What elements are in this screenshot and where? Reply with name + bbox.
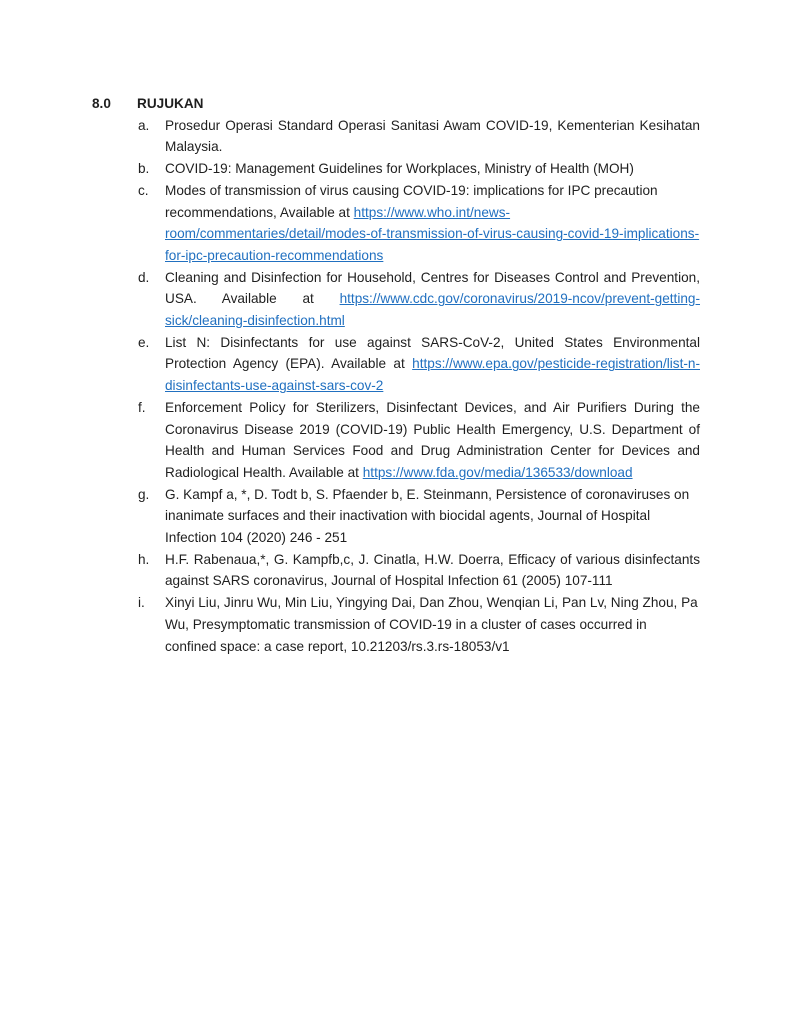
reference-letter: g. (138, 486, 150, 502)
reference-item (92, 158, 700, 180)
reference-item (92, 332, 700, 397)
section-number: 8.0 (92, 96, 111, 111)
reference-link[interactable]: https://www.fda.gov/media/136533/download (362, 464, 633, 480)
reference-letter: a. (138, 117, 150, 133)
reference-text-segment: COVID-19: Management Guidelines for Workplaces, Ministry of Health (MOH) (165, 161, 634, 177)
reference-item (92, 180, 700, 267)
reference-letter: b. (138, 161, 150, 177)
reference-link[interactable]: https://www.cdc.gov/coronavirus/2019-ncov/prevent-getting-sick/cleaning-disinfection.html (165, 291, 700, 329)
reference-text-segment: Enforcement Policy for Sterilizers, Disinfectant Devices, and Air Purifiers During the Coronavirus Disease 2019 (COVID-19) Public Health Emergency, U.S. Department of Health and Human Services Food and Drug Administration Center for Devices and Radiological Health. Available at (165, 399, 700, 480)
reference-text-segment: Xinyi Liu, Jinru Wu, Min Liu, Yingying Dai, Dan Zhou, Wenqian Li, Pan Lv, Ning Zhou, Pa Wu, Presymptomatic transmission of COVID-19 in a cluster of cases occurred in confined space: a case report, 10.21203/rs.3.rs-18053/v1 (165, 595, 698, 654)
section-heading (92, 93, 700, 115)
reference-text (165, 484, 700, 549)
reference-text (165, 549, 700, 592)
reference-item (92, 115, 700, 158)
reference-item (92, 484, 700, 549)
reference-letter: d. (138, 269, 150, 285)
reference-text (165, 592, 700, 657)
reference-text-segment: Modes of transmission of virus causing COVID-19: implications for IPC precaution recommendations, Available at (165, 182, 658, 220)
reference-letter: i. (138, 595, 145, 611)
reference-link[interactable]: https://www.epa.gov/pesticide-registration/list-n-disinfectants-use-against-sars-cov-2 (165, 356, 700, 394)
reference-letter: e. (138, 334, 150, 350)
reference-link[interactable]: https://www.who.int/news-room/commentaries/detail/modes-of-transmission-of-virus-causing-covid-19-implications-for-ipc-precaution-recommendations (165, 204, 700, 263)
reference-item (92, 549, 700, 592)
reference-text-segment: G. Kampf a, *, D. Todt b, S. Pfaender b, E. Steinmann, Persistence of coronaviruses on inanimate surfaces and their inactivation with biocidal agents, Journal of Hospital Infection 104 (2020) 246 - 251 (165, 486, 690, 546)
reference-item (92, 397, 700, 484)
reference-letter: f. (138, 399, 146, 415)
reference-text (165, 158, 700, 180)
reference-text (165, 332, 700, 397)
reference-letter: c. (138, 182, 149, 198)
reference-text-segment: Prosedur Operasi Standard Operasi Sanitasi Awam COVID-19, Kementerian Kesihatan Malaysia. (165, 117, 700, 155)
reference-text (165, 115, 700, 158)
reference-item (92, 267, 700, 332)
reference-text (165, 267, 700, 332)
reference-text-segment: Cleaning and Disinfection for Household, Centres for Diseases Control and Prevention, USA. Available at (165, 269, 700, 307)
section-title: RUJUKAN (137, 96, 204, 111)
reference-text (165, 397, 700, 484)
reference-item (92, 592, 700, 657)
reference-list (92, 115, 700, 658)
reference-text-segment: H.F. Rabenaua,*, G. Kampfb,c, J. Cinatla, H.W. Doerra, Efficacy of various disinfectants against SARS coronavirus, Journal of Hospital Infection 61 (2005) 107-111 (165, 551, 700, 589)
reference-text-segment: List N: Disinfectants for use against SARS-CoV-2, United States Environmental Protection Agency (EPA). Available at (165, 334, 700, 372)
reference-letter: h. (138, 551, 150, 567)
reference-text (165, 180, 700, 267)
